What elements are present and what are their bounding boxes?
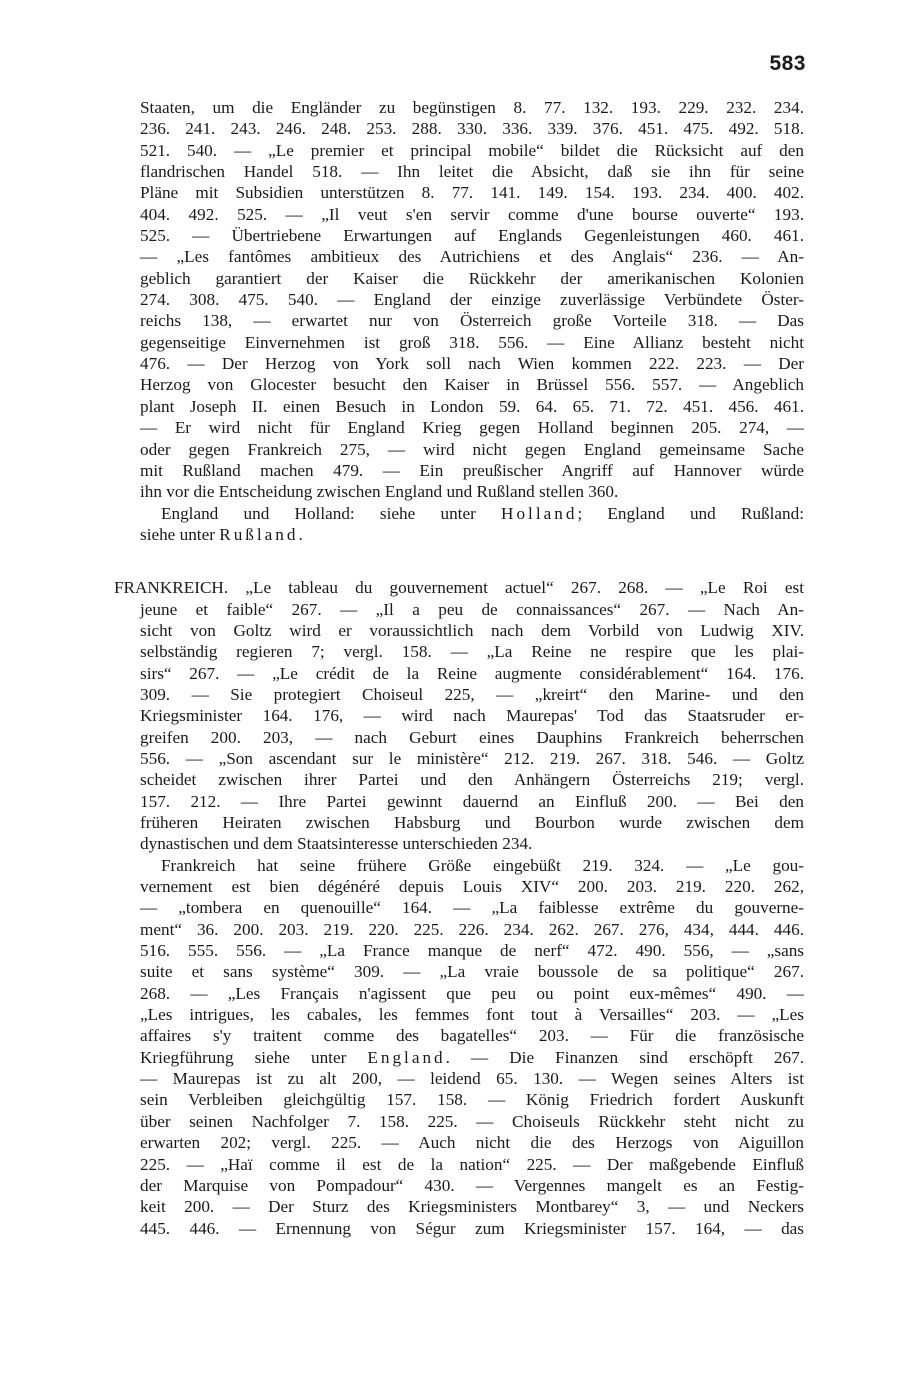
text-line: jeune et faible“ 267. — „Il a peu de connaissances“ 267. — Nach An- <box>140 599 804 619</box>
text-line: 274. 308. 475. 540. — England der einzige zuverlässige Verbündete Öster- <box>140 290 804 310</box>
text-line: Staaten, um die Engländer zu begünstigen 8. 77. 132. 193. 229. 232. 234. <box>140 98 804 117</box>
cross-reference-line <box>140 524 804 545</box>
text-line: Frankreich hat seine frühere Größe eingebüßt 219. 324. — „Le gou- <box>161 855 804 875</box>
cross-reference-text: England und Holland: siehe unter <box>161 503 502 523</box>
cross-reference-line <box>140 1047 804 1068</box>
text-line: selbständig regieren 7; vergl. 158. — „La Reine ne respire que les plai- <box>140 642 804 662</box>
text-line: Pläne mit Subsidien unterstützen 8. 77. 141. 149. 154. 193. 234. 400. 402. <box>140 183 804 203</box>
text-line: sein Verbleiben gleichgültig 157. 158. — König Friedrich fordert Auskunft <box>140 1090 804 1110</box>
text-line: — Maurepas ist zu alt 200, — leidend 65. 130. — Wegen seines Alters ist <box>140 1069 804 1089</box>
cross-reference-text: siehe unter <box>140 524 220 544</box>
text-line: scheidet zwischen ihrer Partei und den Anhängern Österreichs 219; vergl. <box>140 770 804 790</box>
text-line: oder gegen Frankreich 275, — wird nicht gegen England gemeinsame Sache <box>140 439 804 459</box>
text-line: ihn vor die Entscheidung zwischen England und Rußland stellen 360. <box>140 482 619 502</box>
text-line: vernement est bien dégénéré depuis Louis XIV“ 200. 203. 219. 220. 262, <box>140 877 804 897</box>
entry-heading-line: FRANKREICH. „Le tableau du gouvernement actuel“ 267. 268. — „Le Roi est <box>114 578 804 598</box>
text-line: 268. — „Les Français n'agissent que peu ou point eux-mêmes“ 490. — <box>140 983 804 1003</box>
text-line: „Les intrigues, les cabales, les femmes font tout à Versailles“ 203. — „Les <box>140 1005 804 1025</box>
text-line: — Er wird nicht für England Krieg gegen Holland beginnen 205. 274, — <box>140 418 804 438</box>
text-line: affaires s'y traitent comme des bagatelles“ 203. — Für die französische <box>140 1026 804 1046</box>
cross-reference-text: Kriegführung siehe unter <box>140 1047 368 1067</box>
text-line: sicht von Goltz wird er voraussichtlich nach dem Vorbild von Ludwig XIV. <box>140 620 804 640</box>
text-line: über seinen Nachfolger 7. 158. 225. — Choiseuls Rückkehr steht nicht zu <box>140 1111 804 1131</box>
text-line: 521. 540. — „Le premier et principal mobile“ bildet die Rücksicht auf den <box>140 140 804 160</box>
text-line: ment“ 36. 200. 203. 219. 220. 225. 226. 234. 262. 267. 276, 434, 444. 446. <box>140 919 804 939</box>
text-line: mit Rußland machen 479. — Ein preußischer Angriff auf Hannover würde <box>140 460 804 480</box>
text-line: 516. 555. 556. — „La France manque de nerf“ 472. 490. 556, — „sans <box>140 941 804 961</box>
text-line: — „tombera en quenouille“ 164. — „La faiblesse extrême du gouverne- <box>140 898 804 918</box>
frankreich-paragraph-2 <box>140 855 804 1239</box>
cross-reference-text: . <box>298 524 303 544</box>
text-line: reichs 138, — erwartet nur von Österreich große Vorteile 318. — Das <box>140 311 804 331</box>
page-number: 583 <box>769 52 806 75</box>
text-line: 556. — „Son ascendant sur le ministère“ 212. 219. 267. 318. 546. — Goltz <box>140 748 804 768</box>
entry-gap <box>140 545 804 577</box>
text-line: 225. — „Haï comme il est de la nation“ 225. — Der maßgebende Einfluß <box>140 1154 804 1174</box>
cross-reference-target-holland: Holland <box>501 503 578 523</box>
text-line: keit 200. — Der Sturz des Kriegsministers Montbarey“ 3, — und Neckers <box>140 1197 804 1217</box>
text-line: 476. — Der Herzog von York soll nach Wien kommen 222. 223. — Der <box>140 354 804 374</box>
text-line: sirs“ 267. — „Le crédit de la Reine augmente considérablement“ 164. 176. <box>140 663 804 683</box>
text-line: früheren Heiraten zwischen Habsburg und Bourbon wurde zwischen dem <box>140 813 804 832</box>
text-line: Herzog von Glocester besucht den Kaiser in Brüssel 556. 557. — Angeblich <box>140 375 804 395</box>
text-line: 445. 446. — Ernennung von Ségur zum Kriegsminister 157. 164, — das <box>140 1218 804 1238</box>
text-line: 309. — Sie protegiert Choiseul 225, — „kreirt“ den Marine- und den <box>140 684 804 704</box>
cross-reference-target-russland: Rußland <box>219 524 299 544</box>
text-line: — „Les fantômes ambitieux des Autrichiens et des Anglais“ 236. — An- <box>140 247 804 267</box>
text-line: suite et sans système“ 309. — „La vraie boussole de sa politique“ 267. <box>140 962 804 982</box>
text-line: Kriegsminister 164. 176, — wird nach Maurepas' Tod das Staatsruder er- <box>140 706 804 726</box>
text-line: greifen 200. 203, — nach Geburt eines Dauphins Frankreich beherrschen <box>140 727 804 747</box>
text-line: 157. 212. — Ihre Partei gewinnt dauernd an Einfluß 200. — Bei den <box>140 791 804 811</box>
text-line: erwarten 202; vergl. 225. — Auch nicht die des Herzogs von Aiguillon <box>140 1133 804 1153</box>
text-column <box>114 97 805 1239</box>
text-line: geblich garantiert der Kaiser die Rückkehr der amerikanischen Kolonien <box>140 268 804 288</box>
cross-reference-target-england: England <box>367 1047 446 1067</box>
text-line: 404. 492. 525. — „Il veut s'en servir comme d'une bourse ouverte“ 193. <box>140 204 804 224</box>
england-entry-continuation <box>140 97 804 545</box>
cross-reference-line <box>140 503 804 524</box>
text-line: plant Joseph II. einen Besuch in London 59. 64. 65. 71. 72. 451. 456. 461. <box>140 396 804 416</box>
frankreich-entry <box>114 577 804 854</box>
text-line: gegenseitige Einvernehmen ist groß 318. 556. — Eine Allianz besteht nicht <box>140 332 804 352</box>
text-line: der Marquise von Pompadour“ 430. — Vergennes mangelt es an Festig- <box>140 1175 804 1195</box>
text-line: flandrischen Handel 518. — Ihn leitet die Absicht, daß sie ihn für seine <box>140 162 804 182</box>
cross-reference-text: . — Die Finanzen sind erschöpft 267. <box>445 1047 805 1067</box>
text-line: dynastischen und dem Staatsinteresse unterschieden 234. <box>140 834 533 854</box>
cross-reference-text: ; England und Rußland: <box>577 503 804 523</box>
text-line: 525. — Übertriebene Erwartungen auf Englands Gegenleistungen 460. 461. <box>140 226 804 246</box>
text-line: 236. 241. 243. 246. 248. 253. 288. 330. 336. 339. 376. 451. 475. 492. 518. <box>140 119 804 139</box>
